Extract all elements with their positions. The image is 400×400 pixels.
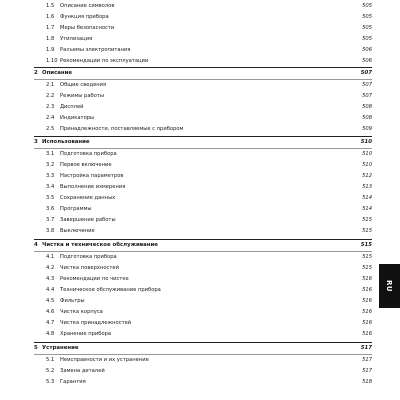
toc-title: Завершение работы bbox=[60, 217, 116, 223]
toc-page: 508 bbox=[362, 104, 372, 110]
toc-number: 4.8 bbox=[46, 331, 55, 337]
toc-page: 516 bbox=[362, 320, 372, 326]
toc-page: 514 bbox=[362, 195, 372, 201]
toc-title: Техническое обслуживание прибора bbox=[60, 287, 161, 293]
toc-number: 4.2 bbox=[46, 265, 55, 271]
toc-page: 510 bbox=[362, 151, 372, 157]
toc-section-title: Устранение bbox=[42, 345, 79, 351]
toc-title: Общие сведения bbox=[60, 82, 107, 88]
toc-section-row[interactable] bbox=[0, 136, 372, 148]
toc-section-row[interactable] bbox=[0, 239, 372, 251]
toc-number: 2.4 bbox=[46, 115, 55, 121]
toc-section-row[interactable] bbox=[0, 342, 372, 354]
toc-page: 516 bbox=[362, 298, 372, 304]
toc-page: 506 bbox=[362, 58, 372, 64]
toc-title: Дисплей bbox=[60, 104, 84, 110]
toc-title: Неисправности и их устранение bbox=[60, 357, 149, 363]
toc-title: Индикаторы bbox=[60, 115, 95, 121]
toc-title: Рекомендации по эксплуатации bbox=[60, 58, 149, 64]
toc-number: 1.6 bbox=[46, 14, 55, 20]
toc-number: 3.4 bbox=[46, 184, 55, 190]
toc-page: 510 bbox=[360, 139, 372, 145]
toc-title: Фильтры bbox=[60, 298, 85, 304]
toc-page: 517 bbox=[362, 357, 372, 363]
toc-title: Замена деталей bbox=[60, 368, 105, 374]
language-tab bbox=[379, 264, 400, 308]
toc-page: 516 bbox=[362, 276, 372, 282]
toc-title: Разъемы электропитания bbox=[60, 47, 131, 53]
toc-title: Описание символов bbox=[60, 3, 115, 9]
toc-page: 505 bbox=[362, 3, 372, 9]
toc-number: 1.7 bbox=[46, 25, 55, 31]
toc-page: 517 bbox=[360, 345, 372, 351]
toc-page: 512 bbox=[362, 173, 372, 179]
toc-number: 2.2 bbox=[46, 93, 55, 99]
toc-page: 516 bbox=[362, 331, 372, 337]
toc-number: 5.1 bbox=[46, 357, 55, 363]
toc-title: Чистка корпуса bbox=[60, 309, 103, 315]
toc-page: 515 bbox=[362, 265, 372, 271]
toc-number: 3.8 bbox=[46, 228, 55, 234]
toc-title: Выключение bbox=[60, 228, 95, 234]
toc-row[interactable] bbox=[0, 55, 372, 67]
toc-number: 4.1 bbox=[46, 254, 55, 260]
toc-section-number: 2 bbox=[34, 70, 38, 76]
toc-page: 508 bbox=[362, 115, 372, 121]
toc-section-row[interactable] bbox=[0, 67, 372, 79]
toc-number: 2.1 bbox=[46, 82, 55, 88]
toc-number: 2.5 bbox=[46, 126, 55, 132]
toc-number: 5.2 bbox=[46, 368, 55, 374]
language-tab-label: RU bbox=[385, 279, 394, 293]
toc-number: 3.5 bbox=[46, 195, 55, 201]
toc-number: 4.6 bbox=[46, 309, 55, 315]
toc-page: 515 bbox=[362, 228, 372, 234]
toc-number: 4.4 bbox=[46, 287, 55, 293]
toc-section-number: 4 bbox=[34, 242, 38, 248]
toc-page: 507 bbox=[362, 82, 372, 88]
toc-section-title: Описание bbox=[42, 70, 73, 76]
toc-page: 516 bbox=[362, 309, 372, 315]
toc-number: 3.3 bbox=[46, 173, 55, 179]
toc-title: Программы bbox=[60, 206, 92, 212]
toc-title: Первое включение bbox=[60, 162, 112, 168]
toc-number: 3.2 bbox=[46, 162, 55, 168]
toc-number: 1.8 bbox=[46, 36, 55, 42]
toc-page: 505 bbox=[362, 14, 372, 20]
toc-page: 518 bbox=[362, 379, 372, 385]
toc-page: 505 bbox=[362, 36, 372, 42]
toc-title: Хранение прибора bbox=[60, 331, 112, 337]
toc-page: 507 bbox=[362, 93, 372, 99]
toc-page: 516 bbox=[362, 287, 372, 293]
toc-section-title: Использование bbox=[42, 139, 90, 145]
toc-title: Режимы работы bbox=[60, 93, 104, 99]
toc-title: Рекомендации по чистке bbox=[60, 276, 129, 282]
toc-number: 1.10 bbox=[46, 58, 58, 64]
toc-title: Сохранение данных bbox=[60, 195, 116, 201]
toc-section-number: 5 bbox=[34, 345, 38, 351]
toc-title: Подготовка прибора bbox=[60, 151, 117, 157]
toc-section-title: Чистка и техническое обслуживание bbox=[42, 242, 158, 248]
toc-page: 515 bbox=[362, 254, 372, 260]
toc-page: 515 bbox=[362, 217, 372, 223]
toc-title: Гарантия bbox=[60, 379, 86, 385]
toc-title: Чистка принадлежностей bbox=[60, 320, 132, 326]
toc-title: Функция прибора bbox=[60, 14, 109, 20]
toc-title: Выполнение измерения bbox=[60, 184, 126, 190]
toc-row[interactable] bbox=[0, 123, 372, 135]
toc-section-number: 3 bbox=[34, 139, 38, 145]
toc-page: 505 bbox=[362, 25, 372, 31]
toc-number: 3.1 bbox=[46, 151, 55, 157]
toc-number: 1.5 bbox=[46, 3, 55, 9]
toc-page: 514 bbox=[362, 206, 372, 212]
toc-number: 1.9 bbox=[46, 47, 55, 53]
toc-number: 4.3 bbox=[46, 276, 55, 282]
toc-row[interactable] bbox=[0, 328, 372, 340]
toc-title: Подготовка прибора bbox=[60, 254, 117, 260]
toc-row[interactable] bbox=[0, 225, 372, 237]
toc-title: Утилизация bbox=[60, 36, 93, 42]
toc-number: 3.6 bbox=[46, 206, 55, 212]
toc-page: 515 bbox=[360, 242, 372, 248]
toc-number: 5.3 bbox=[46, 379, 55, 385]
toc-row[interactable] bbox=[0, 376, 372, 388]
toc-title: Принадлежности, поставляемые с прибором bbox=[60, 126, 184, 132]
toc-number: 2.3 bbox=[46, 104, 55, 110]
toc-page: 506 bbox=[362, 47, 372, 53]
toc-title: Настройка параметров bbox=[60, 173, 124, 179]
toc-number: 4.7 bbox=[46, 320, 55, 326]
toc-page: 517 bbox=[362, 368, 372, 374]
toc-title: Меры безопасности bbox=[60, 25, 115, 31]
toc-number: 4.5 bbox=[46, 298, 55, 304]
toc-page: 509 bbox=[362, 126, 372, 132]
toc-title: Чистка поверхностей bbox=[60, 265, 119, 271]
toc-page: 513 bbox=[362, 184, 372, 190]
toc-number: 3.7 bbox=[46, 217, 55, 223]
toc-page: 510 bbox=[362, 162, 372, 168]
toc-page: 507 bbox=[360, 70, 372, 76]
